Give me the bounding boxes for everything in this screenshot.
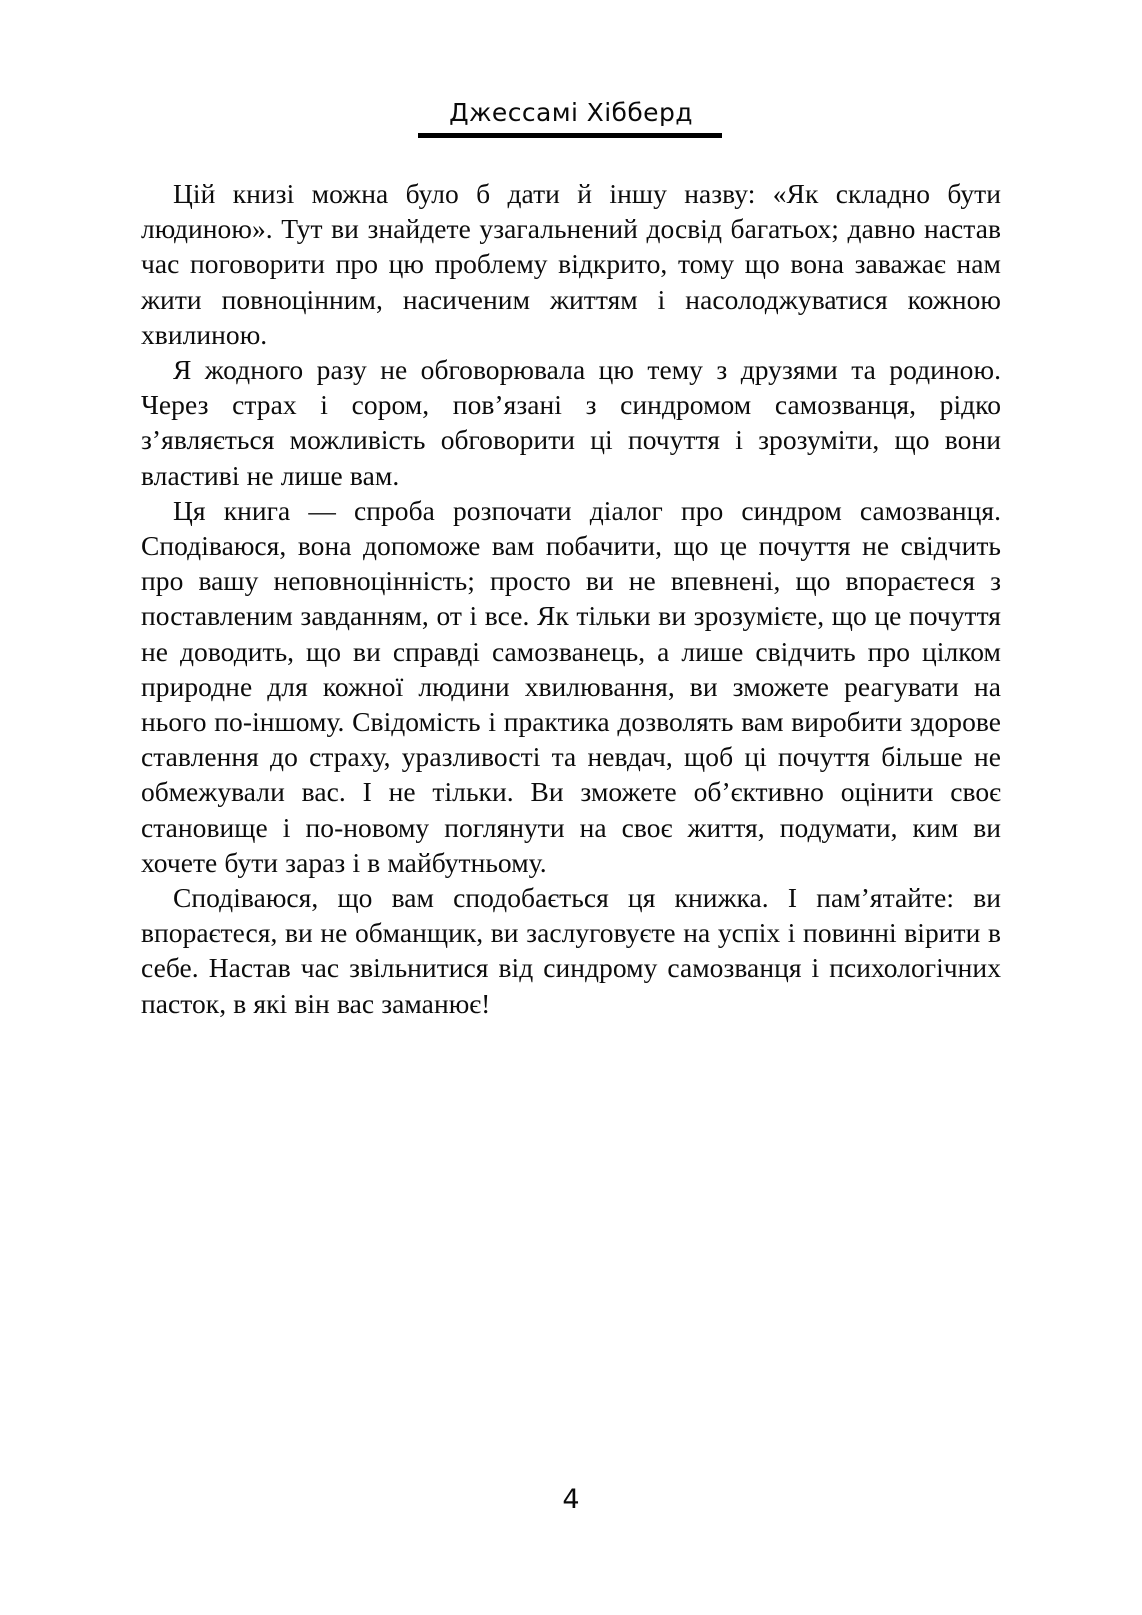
- paragraph: Я жодного разу не обговорювала цю тему з друзями та родиною. Через страх і сором, пов’язані з синдромом самозванця, рідко з’являється можливість обговорити ці почуття і зрозуміти, що вони властиві не лише вам.: [141, 354, 1001, 491]
- body-text-block: [141, 176, 1001, 1021]
- running-head: [0, 98, 1142, 128]
- paragraph: Сподіваюся, що вам сподобається ця книжка. І пам’ятайте: ви впораєтеся, ви не обманщик, ви заслуговуєте на успіх і повинні вірити в себе. Настав час звільнитися від синдрому самозванця і психологічних пасток, в які він вас заманює!: [141, 882, 1001, 1019]
- page-number: 4: [562, 1484, 580, 1515]
- running-head-author-name: Джессамі Хібберд: [449, 98, 693, 127]
- page-footer: [0, 1484, 1142, 1516]
- paragraph: Цій книзі можна було б дати й іншу назву: «Як складно бути людиною». Тут ви знайдете узагальнений досвід багатьох; давно настав час поговорити про цю проблему відкрито, тому що вона заважає нам жити повноцінним, насиченим життям і насолоджуватися кожною хвилиною.: [141, 178, 1001, 350]
- paragraph: Ця книга — спроба розпочати діалог про синдром самозванця. Сподіваюся, вона допоможе вам побачити, що це почуття не свідчить про вашу неповноцінність; просто ви не впевнені, що впораєтеся з поставленим завданням, от і все. Як тільки ви зрозумієте, що це почуття не доводить, що ви справді самозванець, а лише свідчить про цілком природне для кожної людини хвилювання, ви зможете реагувати на нього по-іншому. Свідомість і практика дозволять вам виробити здорове ставлення до страху, уразливості та невдач, щоб ці почуття більше не обмежували вас. І не тільки. Ви зможете об’єктивно оцінити своє становище і по-новому поглянути на своє життя, подумати, ким ви хочете бути зараз і в майбутньому.: [141, 494, 1001, 878]
- running-head-divider: [418, 133, 722, 138]
